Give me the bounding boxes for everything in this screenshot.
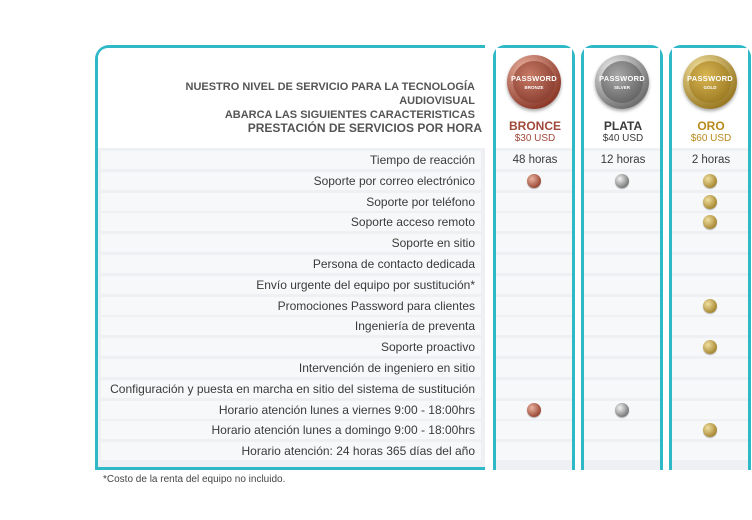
plata-check-icon [615, 403, 629, 417]
row-stripe [584, 338, 660, 356]
oro-value: 2 horas [691, 154, 731, 166]
row-stripe [584, 442, 660, 460]
row-stripe [672, 401, 748, 419]
row-stripe [672, 359, 748, 377]
section-title: PRESTACIÓN DE SERVICIOS POR HORA [247, 121, 482, 135]
feature-label: Soporte por correo electrónico [313, 174, 475, 188]
feature-label: Soporte acceso remoto [350, 215, 475, 229]
tier-price-oro: $60 USD [690, 133, 732, 144]
row-stripe [672, 317, 748, 335]
row-stripe [672, 380, 748, 398]
row-stripe [584, 421, 660, 439]
bronze-check-icon [527, 403, 541, 417]
feature-label: Soporte en sitio [391, 236, 475, 250]
feature-label: Ingeniería de preventa [354, 319, 475, 333]
feature-label: Envío urgente del equipo por sustitución* [256, 278, 475, 292]
gold-badge-icon [683, 55, 737, 109]
row-stripe [496, 255, 572, 273]
feature-label: Horario atención lunes a viernes 9:00 - 18:00hrs [218, 403, 475, 417]
row-stripe [496, 442, 572, 460]
row-stripe [672, 234, 748, 252]
tier-name-plata: PLATA [603, 119, 643, 133]
row-stripe [584, 234, 660, 252]
feature-label: Horario atención: 24 horas 365 días del año [241, 444, 475, 458]
row-stripe [496, 297, 572, 315]
row-stripe [496, 380, 572, 398]
tier-price-bronce: $30 USD [514, 133, 556, 144]
oro-check-icon [703, 174, 717, 188]
bronze-badge-brand: PASSWORD [511, 74, 558, 83]
row-stripe [584, 276, 660, 294]
bronze-badge-level: BRONZE [524, 85, 544, 90]
row-stripe [672, 276, 748, 294]
silver-badge-icon [595, 55, 649, 109]
oro-check-icon [703, 423, 717, 437]
row-stripe [584, 297, 660, 315]
row-stripe [496, 193, 572, 211]
feature-label: Configuración y puesta en marcha en sitio del sistema de sustitución [110, 382, 475, 396]
footnote: *Costo de la renta del equipo no incluido. [103, 474, 286, 485]
feature-label: Promociones Password para clientes [277, 299, 475, 313]
feature-label: Intervención de ingeniero en sitio [298, 361, 475, 375]
plata-check-icon [615, 174, 629, 188]
intro-line-1: NUESTRO NIVEL DE SERVICIO PARA LA TECNOLOGÍA AUDIOVISUAL [185, 81, 475, 107]
row-stripe [584, 359, 660, 377]
row-stripe [496, 421, 572, 439]
feature-label: Persona de contacto dedicada [312, 257, 475, 271]
gold-badge-level: GOLD [703, 85, 717, 90]
feature-label: Soporte proactivo [380, 340, 475, 354]
row-stripe [584, 193, 660, 211]
tier-name-oro: ORO [697, 119, 725, 133]
tier-name-bronce: BRONCE [508, 119, 561, 133]
intro-text [110, 80, 475, 122]
oro-check-icon [703, 340, 717, 354]
feature-label: Soporte por teléfono [366, 195, 475, 209]
oro-check-icon [703, 215, 717, 229]
row-stripe [496, 338, 572, 356]
silver-badge-level: SILVER [614, 85, 630, 90]
oro-check-icon [703, 299, 717, 313]
gold-badge-brand: PASSWORD [687, 74, 734, 83]
row-stripe [584, 213, 660, 231]
row-stripe [496, 213, 572, 231]
row-stripe [496, 276, 572, 294]
row-stripe [584, 317, 660, 335]
row-stripe [496, 317, 572, 335]
bronze-value: 48 horas [512, 154, 558, 166]
row-stripe [496, 359, 572, 377]
tier-price-plata: $40 USD [602, 133, 644, 144]
row-stripe [672, 255, 748, 273]
oro-check-icon [703, 195, 717, 209]
feature-label: Tiempo de reacción [370, 153, 475, 167]
row-stripe [496, 234, 572, 252]
plata-value: 12 horas [600, 154, 646, 166]
intro-line-2: ABARCA LAS SIGUIENTES CARACTERISTICAS [224, 109, 475, 121]
bronze-check-icon [527, 174, 541, 188]
row-stripe [672, 442, 748, 460]
row-stripe [584, 255, 660, 273]
feature-label: Horario atención lunes a domingo 9:00 - 18:00hrs [211, 423, 475, 437]
silver-badge-brand: PASSWORD [599, 74, 646, 83]
row-stripe [584, 380, 660, 398]
bronze-badge-icon [507, 55, 561, 109]
